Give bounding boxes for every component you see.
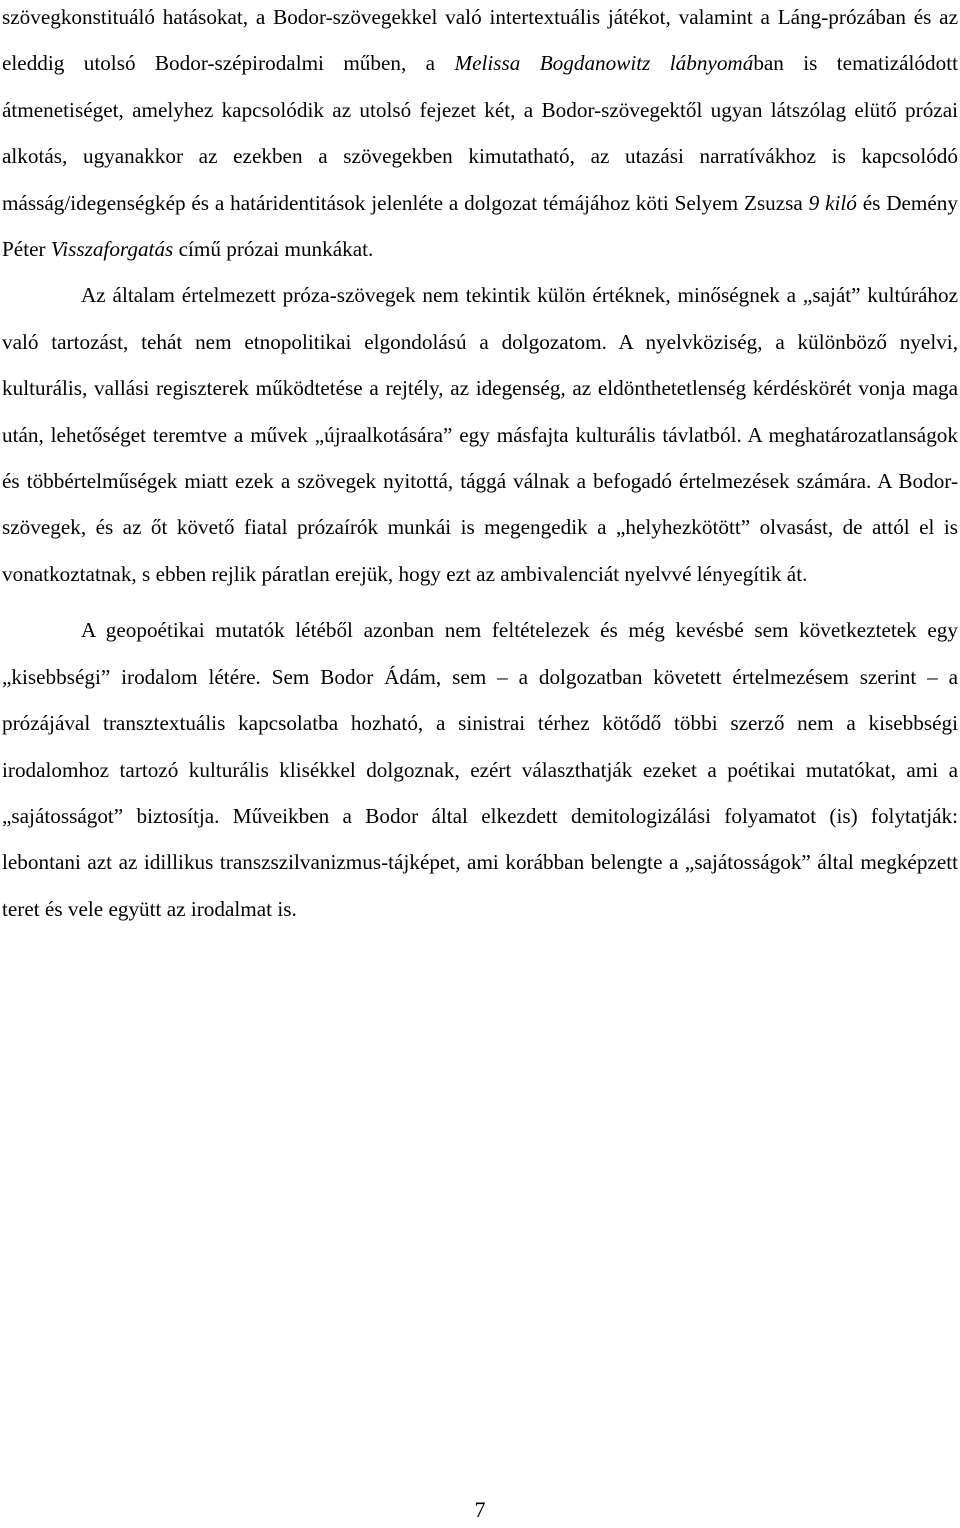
italic-title-melissa-bogdanowitz: Melissa Bogdanowitz lábnyomá bbox=[454, 51, 754, 76]
page-number: 7 bbox=[474, 1497, 486, 1522]
text-run: és Demény Péter bbox=[2, 190, 958, 262]
text-run: Az általam értelmezett próza-szövegek nem tekintik külön értéknek, minőségnek a „saját” kultúrához való tartozást, tehát nem etnopolitikai elgondolású a dolgozatom. A nyelvköziség, a különböző nyelvi, kulturális, vallási regiszterek működtetése a rejtély, az idegenség, az eldönthetetlenség kérdéskörét vonja maga után, lehetőséget teremtve a művek „újraalkotására” egy másfajta kulturális távlatból. A meghatározatlanságok és többértelműségek miatt ezek a szövegek nyitottá, tággá válnak a befogadó értelmezések számára. A Bodor-szövegek, és az őt követő fiatal prózaírók munkái is megengedik a „helyhezkötött” olvasást, de attól el is vonatkoztatnak, s ebben rejlik páratlan erejük, hogy ezt az ambivalenciát nyelvvé lényegítik át. bbox=[2, 283, 958, 586]
text-run: szövegkonstituáló hatásokat, a Bodor-szövegekkel való intertextuális játékot, valamint a Láng-prózában és az eleddig utolsó Bodor-szépirodalmi műben, a bbox=[2, 5, 958, 76]
text-run: A geopoétikai mutatók létéből azonban nem feltételezek és még kevésbé sem következtetek egy „kisebbségi” irodalom létére. Sem Bodor Ádám, sem – a dolgozatban követett értelmezésem szerint – a prózájával transztextuális kapcsolatba hozható, a sinistrai térhez kötődő többi szerző nem a kisebbségi irodalomhoz tartozó kulturális klisékkel dolgoznak, ezért választhatják ezeket a poétikai mutatókat, ami a „sajátosságot” biztosítja. Műveikben a Bodor által elkezdett demitologizálási folyamatot (is) folytatják: lebontani azt az idillikus transzszilvanizmus-tájképet, ami korábban belengte a „sajátosságok” által megképzett teret és vele együtt az irodalmat is. bbox=[2, 618, 958, 921]
body-text bbox=[2, 0, 958, 932]
text-run: ban is tematizálódott átmenetiséget, amelyhez kapcsolódik az utolsó fejezet két, a Bodor-szövegektől ugyan látszólag elütő prózai alkotás, ugyanakkor az ezekben a szövegekben kimutatható, az utazási narratívákhoz is kapcsolódó másság/idegenségkép és a határidentitások jelenléte a dolgozat témájához köti Selyem Zsuzsa bbox=[2, 51, 958, 215]
paragraph-3 bbox=[2, 607, 958, 932]
italic-title-9-kilo: 9 kiló bbox=[808, 190, 857, 215]
text-run: című prózai munkákat. bbox=[173, 237, 374, 262]
paragraph-1 bbox=[2, 0, 958, 272]
italic-title-visszaforgatas: Visszaforgatás bbox=[50, 237, 174, 262]
paragraph-2 bbox=[2, 272, 958, 597]
